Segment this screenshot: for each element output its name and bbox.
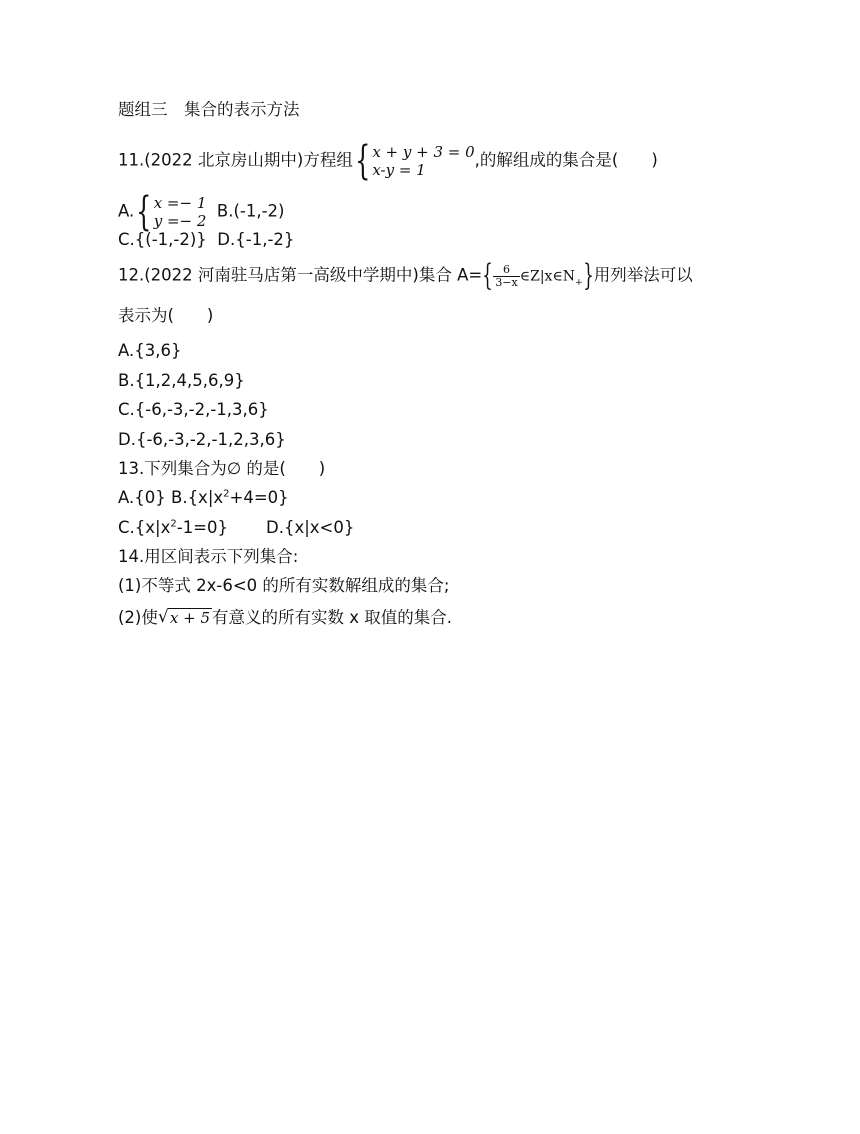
- q14-sqrt-expression: [158, 607, 212, 629]
- q13-option-d: D.{x|x<0}: [266, 518, 355, 537]
- q11-option-c: C.{(-1,-2)}: [118, 230, 207, 249]
- q11-stem-prefix: 11.(2022 北京房山期中)方程组: [118, 150, 353, 170]
- q12-stem-prefix: 12.(2022 河南驻马店第一高级中学期中)集合 A=: [118, 265, 483, 285]
- q13-stem: 13.下列集合为∅ 的是( ): [118, 459, 326, 478]
- section-title: 题组三 集合的表示方法: [118, 100, 300, 119]
- q14-radicand: x + 5: [169, 609, 210, 627]
- q12-fraction-denominator: 3−x: [495, 275, 518, 289]
- q12-option-b: B.{1,2,4,5,6,9}: [118, 371, 245, 390]
- q14-stem: 14.用区间表示下列集合:: [118, 547, 299, 566]
- q13-option-c-pre: C.{x|x: [118, 518, 171, 537]
- q14-part1: (1)不等式 2x-6<0 的所有实数解组成的集合;: [118, 576, 450, 595]
- q12-stem-line2: 表示为( ): [118, 306, 214, 325]
- q11-option-a-eq1: x =− 1: [153, 194, 207, 212]
- q12-stem-suffix: 用列举法可以: [593, 265, 693, 285]
- q13-option-b-post: +4=0}: [229, 488, 289, 507]
- q13-option-a: A.{0}: [118, 488, 166, 507]
- q13-option-c-post: -1=0}: [176, 518, 229, 537]
- q12-set-subscript: +: [575, 277, 583, 288]
- q11-option-d: D.{-1,-2}: [217, 230, 295, 249]
- q11-stem-suffix: ,的解组成的集合是( ): [474, 150, 658, 170]
- q13-options-cd: [118, 517, 354, 539]
- q12-fraction: [493, 264, 519, 289]
- q12-stem: 12.(2022 河南驻马店第一高级中学期中)集合 A={ $\frac{6}{3-x}$ $\in Z|x\in N_+$}用列举法可以: [118, 258, 693, 293]
- q11-option-a-eq2: y =− 2: [153, 212, 207, 230]
- q14-part2-suffix: 有意义的所有实数 x 取值的集合.: [211, 608, 452, 627]
- q13-option-b-pre: B.{x|x: [171, 488, 224, 507]
- q11-eq2: x-y = 1: [372, 161, 426, 179]
- q12-set-condition: ∈Z|x∈N: [519, 268, 576, 285]
- q11-stem: [118, 138, 658, 184]
- q12-fraction-numerator: 6: [503, 262, 511, 276]
- q11-option-a-label: A.: [118, 201, 135, 221]
- q12-option-a: A.{3,6}: [118, 341, 182, 360]
- q12-option-d: D.{-6,-3,-2,-1,2,3,6}: [118, 430, 286, 449]
- q13-option-b-exponent: 2: [223, 488, 230, 500]
- q11-eq1: x + y + 3 = 0: [372, 143, 475, 161]
- q11-option-b: B.(-1,-2): [216, 201, 285, 221]
- q14-part2: [118, 607, 452, 629]
- q13-option-c-exponent: 2: [170, 518, 177, 530]
- radical-sign-icon: √: [157, 607, 169, 627]
- q11-option-a-system: { x =− 1 y =− 2: [136, 189, 207, 235]
- q11-equation-system: { x + y + 3 = 0 x-y = 1: [354, 138, 475, 184]
- q13-options-ab: [118, 487, 289, 509]
- q11-options-cd: [118, 229, 294, 251]
- q14-part2-prefix: (2)使: [118, 608, 158, 627]
- q11-options-ab: [118, 189, 285, 235]
- q12-option-c: C.{-6,-3,-2,-1,3,6}: [118, 400, 269, 419]
